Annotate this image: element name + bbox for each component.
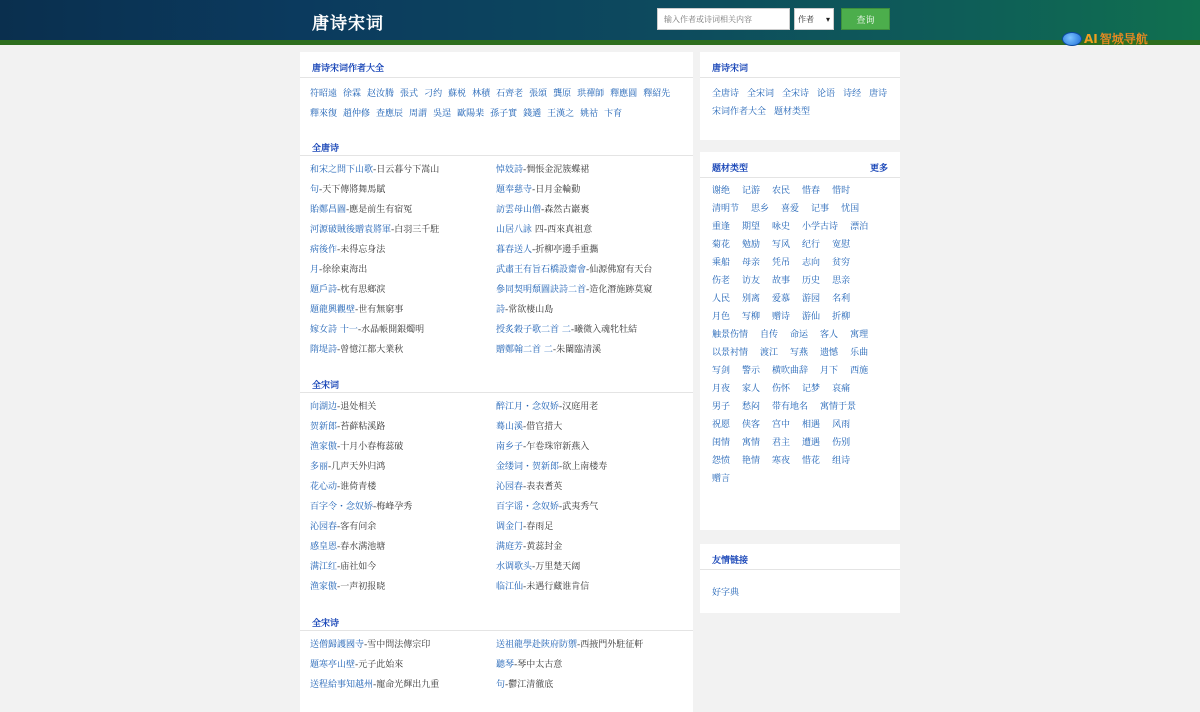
poem-title-link[interactable]: 句 [496,680,506,690]
author-link[interactable]: 石齊老 [496,89,524,99]
tang-poem-grid [300,156,693,360]
topics-tag-list [700,178,900,488]
friend-link[interactable]: 好字典 [712,588,740,598]
topic-tag-link[interactable]: 怨愤 [712,456,731,466]
topic-tag-link[interactable]: 组诗 [832,456,851,466]
friend-links-title: 友情链接 [700,544,900,570]
poem-title-link[interactable]: 病後作 [310,245,338,255]
poem-title-link[interactable]: 金缕词・贺新郎 [496,462,560,472]
main-panel [300,52,693,712]
topic-tag-link[interactable]: 男子 [712,402,731,412]
topic-tag-link[interactable]: 咏史 [772,222,791,232]
topic-tag-link[interactable]: 月下 [820,366,839,376]
poem-item[interactable] [496,320,682,340]
topic-tag-link[interactable]: 惜花 [802,456,821,466]
poem-item[interactable] [310,417,496,437]
poem-title-link[interactable]: 调金门 [496,522,524,532]
friend-links-panel [700,544,900,613]
poem-title-link[interactable]: 渔家傲 [310,442,338,452]
poem-item[interactable] [310,537,496,557]
side-menu-panel [700,52,900,140]
poem-title-link[interactable]: 參同契明頹圖訣詩二首 [496,285,587,295]
topic-tag-link[interactable]: 惜春 [802,186,821,196]
poem-title-link[interactable]: 月 [310,265,320,275]
author-link[interactable]: 林積 [472,89,491,99]
poem-item[interactable] [310,300,496,320]
poem-item[interactable] [496,180,682,200]
topic-tag-link[interactable]: 触景伤情 [712,330,749,340]
poem-first-line: -白羽三千駐 [391,225,440,235]
poem-first-line: -春水满池塘 [337,542,386,552]
author-link[interactable]: 周謂 [409,109,428,119]
poem-item[interactable] [310,577,496,597]
topic-tag-link[interactable]: 记梦 [802,384,821,394]
topic-tag-link[interactable]: 喜爱 [781,204,800,214]
topic-tag-link[interactable]: 自传 [760,330,779,340]
site-logo[interactable]: 唐诗宋词 [312,14,384,34]
poem-first-line: -常欲棲山島 [505,305,554,315]
poem-item[interactable] [496,517,682,537]
poem-first-line: -十月小春梅蕊破 [337,442,404,452]
authors-title: 唐诗宋词作者大全 [300,52,693,78]
poem-title-link[interactable]: 花心动 [310,482,338,492]
topic-tag-link[interactable]: 漂泊 [850,222,869,232]
poem-item[interactable] [496,340,682,360]
poem-title-link[interactable]: 沁园春 [310,522,338,532]
poem-first-line: -寵命光輝出九重 [373,680,440,690]
poem-item[interactable] [310,497,496,517]
poem-title-link[interactable]: 暮春送人 [496,245,533,255]
poem-first-line: -西掖門外駐征軒 [577,640,644,650]
poem-item[interactable] [310,517,496,537]
poem-item[interactable] [310,437,496,457]
poem-title-link[interactable]: 授炙穀子歌二首 二 [496,325,571,335]
poem-item[interactable] [310,320,496,340]
topic-tag-link[interactable]: 访友 [742,276,761,286]
topics-title: 题材类型 [712,164,749,174]
poem-first-line: -日月金輪動 [532,185,581,195]
topic-tag-link[interactable]: 游园 [802,294,821,304]
side-menu-title: 唐诗宋词 [700,52,900,78]
poem-item[interactable] [310,240,496,260]
poem-first-line: -朱闌臨清溪 [552,345,602,355]
poem-title-link[interactable]: 訪雲母山僧 [496,205,542,215]
poem-first-line: -几声天外归鸿 [328,462,386,472]
friend-links-list [700,570,900,602]
topic-tag-link[interactable]: 历史 [802,276,821,286]
poem-first-line: -谁倚青楼 [337,482,377,492]
poem-item[interactable] [496,220,682,240]
poem-item[interactable] [310,220,496,240]
poem-item[interactable] [496,300,682,320]
poem-title-link[interactable]: 水调歌头 [496,562,533,572]
brand-name-text: 智城导航 [1099,32,1148,46]
poem-first-line: -一声初报晓 [337,582,386,592]
poem-item[interactable] [496,280,682,300]
poem-first-line: -未得忘身法 [337,245,386,255]
poem-item[interactable] [496,477,682,497]
poem-first-line: -造化潛施跡莫窺 [586,285,653,295]
topic-tag-link[interactable]: 闺情 [712,438,731,448]
topic-tag-link[interactable]: 家人 [742,384,761,394]
author-link[interactable]: 刁约 [424,89,443,99]
topic-tag-link[interactable]: 月夜 [712,384,731,394]
poem-item[interactable] [496,160,682,180]
topic-tag-link[interactable]: 农民 [772,186,791,196]
topic-tag-link[interactable]: 忧国 [841,204,860,214]
poem-first-line: -春雨足 [523,522,554,532]
topic-tag-link[interactable]: 艳情 [742,456,761,466]
topic-tag-link[interactable]: 思乡 [751,204,770,214]
poem-item[interactable] [310,675,496,695]
poem-item[interactable] [496,437,682,457]
topic-tag-link[interactable]: 菊花 [712,240,731,250]
poem-first-line: -折柳亭邊手重攜 [532,245,599,255]
poem-title-link[interactable]: 送僧歸護國寺 [310,640,365,650]
poem-first-line: -鬱江清徹底 [505,680,554,690]
poem-first-line: -森然古巖裏 [541,205,590,215]
topic-tag-link[interactable]: 渡江 [760,348,779,358]
topic-tag-link[interactable]: 寒夜 [772,456,791,466]
author-link[interactable]: 卞育 [604,109,623,119]
poem-item[interactable] [310,180,496,200]
topic-tag-link[interactable]: 游仙 [802,312,821,322]
topic-tag-link[interactable]: 寓情于景 [820,402,857,412]
topic-tag-link[interactable]: 遗憾 [820,348,839,358]
poem-first-line: -世有無窮事 [355,305,404,315]
poem-first-line: -仙源佛窟有天台 [586,265,653,275]
side-menu-links [700,78,900,121]
globe-icon [1062,32,1082,46]
topic-tag-link[interactable]: 带有地名 [772,402,809,412]
poem-title-link[interactable]: 題龍興觀壁 [310,305,356,315]
poem-first-line: -徐徐東海出 [319,265,368,275]
poem-title-link[interactable]: 贈鄭翰二首 二 [496,345,553,355]
author-link[interactable]: 珙禪師 [577,89,605,99]
side-menu-link[interactable]: 题材类型 [774,107,811,117]
poem-item[interactable] [310,635,496,655]
poem-title-link[interactable]: 送祖龍學赴陝府防禦 [496,640,578,650]
poem-first-line: -惆悵金泥簇蝶裙 [523,165,590,175]
topic-tag-link[interactable]: 祝愿 [712,420,731,430]
poem-item[interactable] [310,160,496,180]
topic-tag-link[interactable]: 西施 [850,366,869,376]
topic-tag-link[interactable]: 寓理 [850,330,869,340]
poem-title-link[interactable]: 和宋之問下山歌 [310,165,374,175]
poem-title-link[interactable]: 題寒亭山壁 [310,660,356,670]
poem-first-line: -庙社如今 [337,562,377,572]
topic-tag-link[interactable]: 宽慰 [832,240,851,250]
topic-tag-link[interactable]: 人民 [712,294,731,304]
topic-tag-link[interactable]: 重逢 [712,222,731,232]
topic-tag-link[interactable]: 清明节 [712,204,740,214]
chevron-down-icon: ▾ [825,14,830,24]
author-link[interactable]: 赵汝腾 [367,89,395,99]
poem-title-link[interactable]: 武肅王有旨石橋設齋會 [496,265,587,275]
topic-tag-link[interactable]: 宫中 [772,420,791,430]
poem-first-line: -乍卷珠帘新燕入 [523,442,590,452]
poem-item[interactable] [310,457,496,477]
topic-tag-link[interactable]: 遭遇 [802,438,821,448]
topic-tag-link[interactable]: 折柳 [832,312,851,322]
topic-tag-link[interactable]: 写燕 [790,348,809,358]
poem-first-line: -苔藓粘溪路 [337,422,386,432]
poem-title-link[interactable]: 南乡子 [496,442,524,452]
song-shi-poem-grid [300,631,693,695]
poem-item[interactable] [310,260,496,280]
author-link[interactable]: 吳逞 [433,109,452,119]
poem-first-line: -表表耆英 [523,482,563,492]
poem-item[interactable] [496,557,682,577]
author-link[interactable]: 孫子實 [490,109,518,119]
topic-tag-link[interactable]: 勉励 [742,240,761,250]
topic-tag-link[interactable]: 伤怀 [772,384,791,394]
poem-title-link[interactable]: 隋堤詩 [310,345,338,355]
poem-first-line: 四-西來真祖意 [532,225,593,235]
poem-title-link[interactable]: 嫁女詩 十一 [310,325,358,335]
poem-item[interactable] [310,477,496,497]
topic-tag-link[interactable]: 乘船 [712,258,731,268]
poem-title-link[interactable]: 百字谣・念奴娇 [496,502,560,512]
topics-header [700,152,900,178]
topic-tag-link[interactable]: 以景衬情 [712,348,749,358]
search-button[interactable]: 查询 [841,8,890,30]
author-link[interactable]: 查應辰 [376,109,404,119]
topic-tag-link[interactable]: 纪行 [802,240,821,250]
topic-tag-link[interactable]: 愁闷 [742,402,761,412]
topic-tag-link[interactable]: 风雨 [832,420,851,430]
search-type-value: 作者 [798,14,814,24]
topics-panel [700,152,900,530]
header-divider [0,40,1200,45]
author-link[interactable]: 趙仲修 [343,109,371,119]
poem-title-link[interactable]: 满庭芳 [496,542,524,552]
poem-first-line: -琴中太古意 [514,660,563,670]
poem-first-line: -借官措大 [523,422,563,432]
poem-item[interactable] [310,280,496,300]
poem-item[interactable] [310,200,496,220]
poem-item[interactable] [496,397,682,417]
poem-item[interactable] [310,340,496,360]
topic-tag-link[interactable]: 乐曲 [850,348,869,358]
poem-title-link[interactable]: 河源破賊後贈袁將軍 [310,225,392,235]
topic-tag-link[interactable]: 记事 [811,204,830,214]
poem-title-link[interactable]: 贺新郎 [310,422,338,432]
poem-item[interactable] [496,497,682,517]
side-menu-link[interactable]: 论语 [817,89,836,99]
poem-item[interactable] [496,260,682,280]
topic-tag-link[interactable]: 侠客 [742,420,761,430]
topic-tag-link[interactable]: 爱慕 [772,294,791,304]
topic-tag-link[interactable]: 记游 [742,186,761,196]
search-input[interactable] [657,8,790,30]
poem-title-link[interactable]: 貽鄭昌圖 [310,205,347,215]
poem-item[interactable] [496,457,682,477]
poem-item[interactable] [496,577,682,597]
poem-title-link[interactable]: 聽琴 [496,660,515,670]
poem-first-line: -曦微入魂牝牡結 [570,325,638,335]
topic-tag-link[interactable]: 赠诗 [772,312,791,322]
poem-title-link[interactable]: 渔家傲 [310,582,338,592]
topic-tag-link[interactable]: 小学古诗 [802,222,839,232]
poem-first-line: -黄蕊封金 [523,542,563,552]
author-link[interactable]: 釋紹先 [643,89,671,99]
poem-item[interactable] [496,655,682,675]
side-menu-link[interactable]: 诗经 [843,89,862,99]
tang-title: 全唐诗 [300,131,693,156]
side-menu-link[interactable]: 唐诗宋词作者大全 [712,89,888,117]
topic-tag-link[interactable]: 赠言 [712,474,731,484]
topic-tag-link[interactable]: 伤别 [832,438,851,448]
poem-title-link[interactable]: 題戶詩 [310,285,338,295]
topic-tag-link[interactable]: 贫穷 [832,258,851,268]
poem-first-line: -雪中問法傳宗印 [364,640,431,650]
poem-first-line: -應是前生有宿冤 [346,205,413,215]
poem-item[interactable] [310,397,496,417]
poem-item[interactable] [496,537,682,557]
author-link[interactable]: 釋來復 [310,109,338,119]
poem-title-link[interactable]: 蓦山溪 [496,422,524,432]
author-link[interactable]: 錢遹 [523,109,542,119]
poem-item[interactable] [310,655,496,675]
topic-tag-link[interactable]: 横吹曲辞 [772,366,809,376]
poem-item[interactable] [310,557,496,577]
brand-badge[interactable] [1062,30,1148,47]
author-link[interactable]: 歐陽棐 [457,109,485,119]
side-menu-link[interactable]: 全宋词 [747,89,775,99]
poem-title-link[interactable]: 向湖边 [310,402,338,412]
song-ci-poem-grid [300,393,693,597]
poem-title-link[interactable]: 句 [310,185,320,195]
poem-first-line: -日云暮兮下嵩山 [373,165,440,175]
topic-tag-link[interactable]: 命运 [790,330,809,340]
song-ci-title: 全宋词 [300,368,693,393]
poem-title-link[interactable]: 满江红 [310,562,338,572]
poem-item[interactable] [496,240,682,260]
topic-tag-link[interactable]: 客人 [820,330,839,340]
topic-tag-link[interactable]: 故事 [772,276,791,286]
topic-tag-link[interactable]: 期望 [742,222,761,232]
topic-tag-link[interactable]: 伤老 [712,276,731,286]
author-link[interactable]: 徐霖 [343,89,362,99]
poem-first-line: -水晶帳開銀燭明 [357,325,425,335]
poem-item[interactable] [496,417,682,437]
topics-more-link[interactable]: 更多 [869,164,888,174]
poem-title-link[interactable]: 临江仙 [496,582,524,592]
poem-first-line: -客有问余 [337,522,377,532]
poem-title-link[interactable]: 感皇恩 [310,542,338,552]
poem-first-line: -天下傳將舞馬賦 [319,185,386,195]
song-shi-title: 全宋诗 [300,606,693,631]
topic-tag-link[interactable]: 写剑 [712,366,731,376]
poem-title-link[interactable]: 題奉慈寺 [496,185,533,195]
topic-tag-link[interactable]: 凭吊 [772,258,791,268]
search-type-select[interactable] [794,8,834,30]
topic-tag-link[interactable]: 寓情 [742,438,761,448]
topic-tag-link[interactable]: 别离 [742,294,761,304]
poem-first-line: -曾憶江都大業秋 [337,345,404,355]
author-link[interactable]: 蘇棁 [448,89,467,99]
topic-tag-link[interactable]: 月色 [712,312,731,322]
poem-first-line: -未遇行藏谁肯信 [523,582,590,592]
topic-tag-link[interactable]: 写风 [772,240,791,250]
poem-title-link[interactable]: 沁园春 [496,482,524,492]
topic-tag-link[interactable]: 思亲 [832,276,851,286]
author-link[interactable]: 王漢之 [547,109,575,119]
poem-first-line: -欲上南楼寿 [559,462,608,472]
poem-title-link[interactable]: 醉江月・念奴娇 [496,402,560,412]
side-menu-link[interactable]: 全唐诗 [712,89,740,99]
poem-item[interactable] [496,675,682,695]
poem-first-line: -枕有思鄉淚 [337,285,386,295]
poem-title-link[interactable]: 送程給事知越州 [310,680,374,690]
topic-tag-link[interactable]: 志向 [802,258,821,268]
poem-first-line: -梅峰孕秀 [373,502,413,512]
poem-title-link[interactable]: 悼妓詩 [496,165,524,175]
topic-tag-link[interactable]: 惜时 [832,186,851,196]
author-link[interactable]: 釋應圓 [610,89,638,99]
poem-title-link[interactable]: 多丽 [310,462,329,472]
poem-title-link[interactable]: 百字令・念奴娇 [310,502,374,512]
topic-tag-link[interactable]: 谢绝 [712,186,731,196]
poem-item[interactable] [496,200,682,220]
author-link[interactable]: 龔原 [553,89,572,99]
poem-first-line: -退处相关 [337,402,377,412]
topic-tag-link[interactable]: 警示 [742,366,761,376]
topic-tag-link[interactable]: 母亲 [742,258,761,268]
poem-title-link[interactable]: 詩 [496,305,506,315]
topic-tag-link[interactable]: 相遇 [802,420,821,430]
topic-tag-link[interactable]: 名利 [832,294,851,304]
poem-first-line: -汉庭用老 [559,402,599,412]
topic-tag-link[interactable]: 哀痛 [832,384,851,394]
poem-title-link[interactable]: 山居八詠 [496,225,533,235]
topic-tag-link[interactable]: 君主 [772,438,791,448]
author-link[interactable]: 張式 [400,89,419,99]
poem-first-line: -万里楚天阔 [532,562,581,572]
topic-tag-link[interactable]: 写柳 [742,312,761,322]
poem-first-line: -元子此始來 [355,660,404,670]
author-link[interactable]: 張頌 [529,89,548,99]
author-link[interactable]: 符昭遠 [310,89,338,99]
brand-ai-text: AI [1084,31,1098,46]
author-link[interactable]: 姚祜 [580,109,599,119]
poem-first-line: -武夷秀气 [559,502,599,512]
authors-list [300,78,693,124]
top-bar [0,0,1200,40]
poem-item[interactable] [496,635,682,655]
side-menu-link[interactable]: 全宋诗 [782,89,810,99]
